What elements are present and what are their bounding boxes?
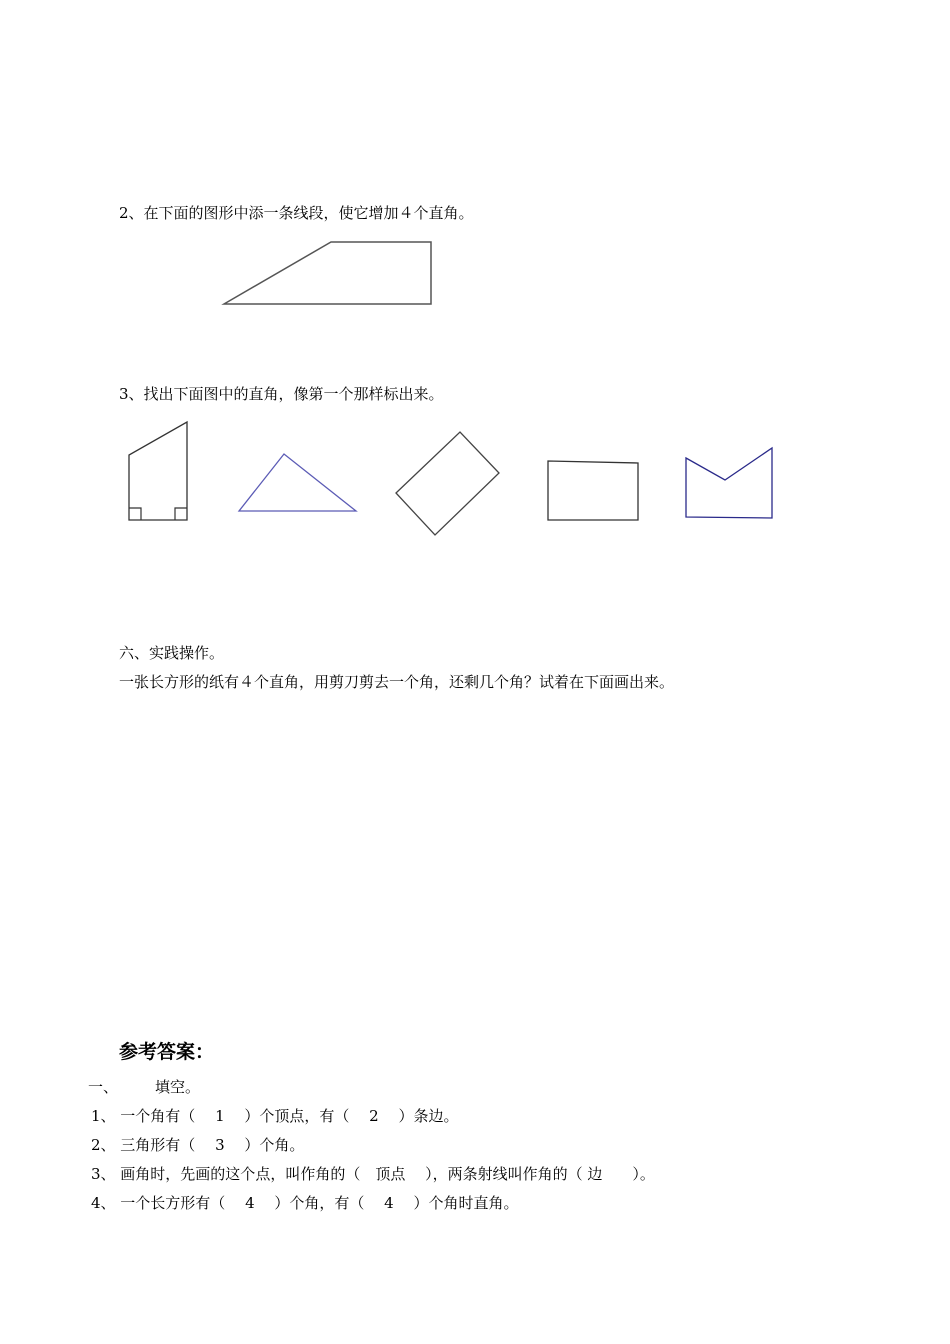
section-6-text: 一张长方形的纸有４个直角，用剪刀剪去一个角，还剩几个角？试着在下面画出来。 [119, 673, 675, 691]
rectangle-figure [548, 461, 638, 520]
answers-part-1-number: 一、 [88, 1078, 119, 1096]
answer-item-3: 3、 画角时，先画的这个点，叫作角的（ 顶点 ），两条射线叫作角的（ 边 ）。 [91, 1165, 655, 1183]
section-6-title: 六、实践操作。 [119, 644, 225, 662]
right-angle-mark-right [175, 508, 187, 520]
answers-heading: 参考答案： [119, 1041, 215, 1063]
answer-item-1: 1、 一个角有（ 1 ）个顶点，有（ 2 ）条边。 [91, 1107, 459, 1125]
triangle-figure [239, 454, 356, 511]
question-2-text: 2、在下面的图形中添一条线段，使它增加４个直角。 [119, 204, 474, 222]
answers-part-1-title: 填空。 [155, 1078, 201, 1096]
tilted-rectangle-figure [396, 432, 499, 535]
answer-item-2: 2、 三角形有（ 3 ）个角。 [91, 1136, 305, 1154]
answer-item-4: 4、 一个长方形有（ 4 ）个角，有（ 4 ）个角时直角。 [91, 1194, 519, 1212]
pentagon-example-figure [129, 422, 187, 520]
trapezoid-figure [224, 242, 431, 304]
question-3-text: 3、找出下面图中的直角，像第一个那样标出来。 [119, 385, 444, 403]
notched-pentagon-figure [686, 448, 772, 518]
right-angle-mark-left [129, 508, 141, 520]
